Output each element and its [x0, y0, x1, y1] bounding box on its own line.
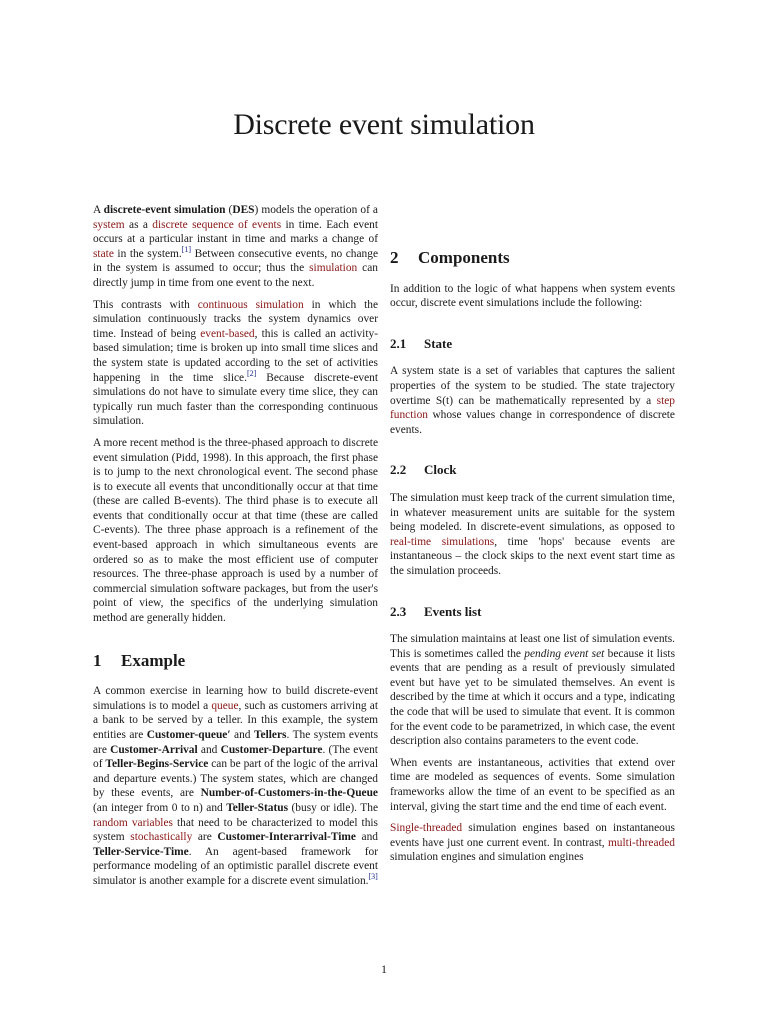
link-state[interactable]: state [93, 247, 114, 260]
example-paragraph: A common exercise in learning how to build discrete-event simulations is to model a queue, such as customers arriving at a bank to be served by a teller. In this example, the system entities are Customer-queue′ and Tellers. The system events are Customer-Arrival and Customer-Departure. (The event of Teller-Begins-Service can be part of the logic of the arrival and departure events.) The system states, which are changed by these events, are Number-of-Customers-in-the-Queue (an integer from 0 to n) and Teller-Status (busy or idle). The random variables that need to be characterized to model this system stochastically are Customer-Interarrival-Time and Teller-Service-Time. An agent-based framework for performance modeling of an optimistic parallel discrete event simulator is another example for a discrete event simulation.[3] [93, 685, 379, 887]
link-random-variables[interactable]: random variables [93, 816, 173, 829]
link-system[interactable]: system [93, 218, 125, 231]
left-column [93, 203, 378, 896]
events-list-paragraph-3: Single-threaded simulation engines based on instantaneous events have just one current event. In contrast, multi-threaded simulation engines and simulation engines [390, 822, 675, 864]
page-number: 1 [381, 962, 387, 976]
events-list-paragraph-2: When events are instantaneous, activities that extend over time are modeled as sequences of events. Some simulation frameworks allow the time of an event to be specified as an interval, giving the start time and the end time of each event. [390, 756, 675, 813]
intro-paragraph-2: This contrasts with continuous simulation in which the simulation continuously tracks the system dynamics over time. Instead of being event-based, this is called an activity-based simulation; time is broken up into small time slices and the system state is updated according to the set of activities happening in the time slice.[2] Because discrete-event simulations do not have to simulate every time slice, they can typically run much faster than the corresponding continuous simulation. [93, 298, 378, 428]
link-step-function[interactable]: step function [390, 394, 675, 422]
link-event-based[interactable]: event-based [200, 327, 255, 340]
citation-2[interactable]: [2] [246, 368, 257, 378]
citation-1[interactable]: [1] [181, 244, 192, 254]
subsection-heading-events-list: 2.3 Events list [390, 603, 482, 619]
intro-paragraph-3: A more recent method is the three-phased approach to discrete event simulation (Pidd, 1998). In this approach, the first phase is to jump to the next chronological event. The second phase is to execute all events that unconditionally occur at that time (these are called B-events). The third phase is to execute all events that conditionally occur at that time (these are called C-events). The three phase approach is a refinement of the event-based approach in which simultaneous events are ordered so as to make the most efficient use of computer resources. The three-phase approach is used by a number of commercial simulation software packages, but from the user's point of view, the specifics of the underlying simulation method are generally hidden. [93, 436, 378, 625]
link-single-threaded[interactable]: Single-threaded [390, 822, 463, 835]
link-stochastically[interactable]: stochastically [130, 831, 193, 844]
link-real-time-simulations[interactable]: real-time simulations [390, 535, 495, 548]
subsection-heading-state: 2.1 State [390, 335, 453, 351]
section-heading-components: 2 Components [390, 248, 510, 267]
events-list-paragraph-1: The simulation maintains at least one list of simulation events. This is sometimes called the pending event set because it lists events that are pending as a result of previously simulated event but have yet to be simulated themselves. An event is described by the time at which it occurs and a type, indicating the code that will be used to simulate that event. It is common for the event code to be parametrized, in which case, the event description also contains parameters to the event code. [390, 633, 676, 748]
citation-3[interactable]: [3] [368, 872, 378, 882]
term-des-abbr: DES [232, 204, 255, 216]
intro-paragraph-1: A discrete-event simulation (DES) models the operation of a system as a discrete sequence of events in time. Each event occurs at a particular instant in time and marks a change of state in the system.[1] Between consecutive events, no change in the system is assumed to occur; thus the simulation can directly jump in time from one event to the next. [93, 204, 378, 289]
clock-paragraph: The simulation must keep track of the current simulation time, in whatever measurement units are suitable for the system being modeled. In discrete-event simulations, as opposed to real-time simulations, time 'hops' because events are instantaneous – the clock skips to the next event start time as the simulation proceeds. [390, 491, 675, 577]
link-continuous-simulation[interactable]: continuous simulation [197, 298, 304, 311]
components-intro: In addition to the logic of what happens when system events occur, discrete event simulations include the following: [390, 282, 675, 310]
link-queue[interactable]: queue [211, 699, 239, 712]
link-multi-threaded[interactable]: multi-threaded [607, 836, 675, 849]
link-discrete-sequence[interactable]: discrete sequence of events [152, 218, 282, 231]
term-des: discrete-event simulation [103, 204, 226, 216]
state-paragraph: A system state is a set of variables that captures the salient properties of the system to be studied. The state trajectory overtime S(t) can be mathematically represented by a step function whose values change in correspondence of discrete events. [390, 365, 675, 436]
section-heading-example: 1 Example [93, 650, 186, 670]
link-simulation[interactable]: simulation [309, 262, 358, 275]
right-column [390, 203, 675, 872]
page-title: Discrete event simulation [233, 108, 535, 141]
subsection-heading-clock: 2.2 Clock [390, 462, 457, 478]
